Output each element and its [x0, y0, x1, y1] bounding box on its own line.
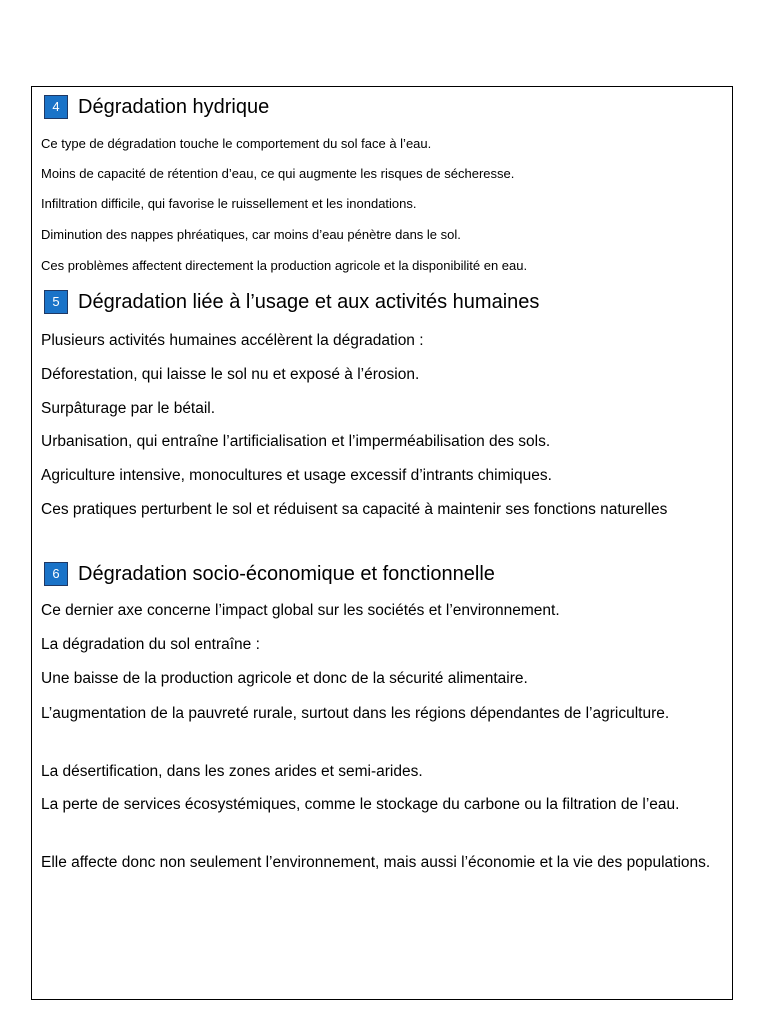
paragraph: Urbanisation, qui entraîne l’artificialisation et l’imperméabilisation des sols.: [41, 433, 551, 450]
paragraph: La dégradation du sol entraîne :: [41, 636, 260, 653]
paragraph: Ces pratiques perturbent le sol et réduisent sa capacité à maintenir ses fonctions naturelles: [41, 501, 668, 518]
paragraph: Moins de capacité de rétention d’eau, ce qui augmente les risques de sécheresse.: [41, 166, 515, 181]
section-4-heading: [44, 95, 269, 119]
section-number-badge: 5: [44, 290, 68, 314]
paragraph: Diminution des nappes phréatiques, car moins d’eau pénètre dans le sol.: [41, 227, 461, 242]
section-title: Dégradation hydrique: [78, 96, 270, 118]
paragraph: Surpâturage par le bétail.: [41, 400, 216, 417]
paragraph: Infiltration difficile, qui favorise le ruissellement et les inondations.: [41, 196, 417, 211]
paragraph: La perte de services écosystémiques, comme le stockage du carbone ou la filtration de l’eau.: [41, 796, 680, 813]
section-number-badge: 4: [44, 95, 68, 119]
paragraph: Ce type de dégradation touche le comportement du sol face à l’eau.: [41, 136, 432, 151]
section-number-badge: 6: [44, 562, 68, 586]
section-title: Dégradation socio-économique et fonctionnelle: [78, 563, 495, 585]
paragraph: Ce dernier axe concerne l’impact global sur les sociétés et l’environnement.: [41, 602, 560, 619]
paragraph: La désertification, dans les zones arides et semi-arides.: [41, 763, 423, 780]
paragraph: L’augmentation de la pauvreté rurale, surtout dans les régions dépendantes de l’agriculture.: [41, 705, 670, 722]
paragraph: Plusieurs activités humaines accélèrent la dégradation :: [41, 332, 424, 349]
section-5-heading: [44, 290, 539, 314]
paragraph: Elle affecte donc non seulement l’environnement, mais aussi l’économie et la vie des populations.: [41, 854, 711, 871]
paragraph: Ces problèmes affectent directement la production agricole et la disponibilité en eau.: [41, 258, 528, 273]
paragraph: Agriculture intensive, monocultures et usage excessif d’intrants chimiques.: [41, 467, 552, 484]
section-6-heading: [44, 562, 495, 586]
section-title: Dégradation liée à l’usage et aux activités humaines: [78, 291, 540, 313]
paragraph: Déforestation, qui laisse le sol nu et exposé à l’érosion.: [41, 366, 420, 383]
paragraph: Une baisse de la production agricole et donc de la sécurité alimentaire.: [41, 670, 528, 687]
